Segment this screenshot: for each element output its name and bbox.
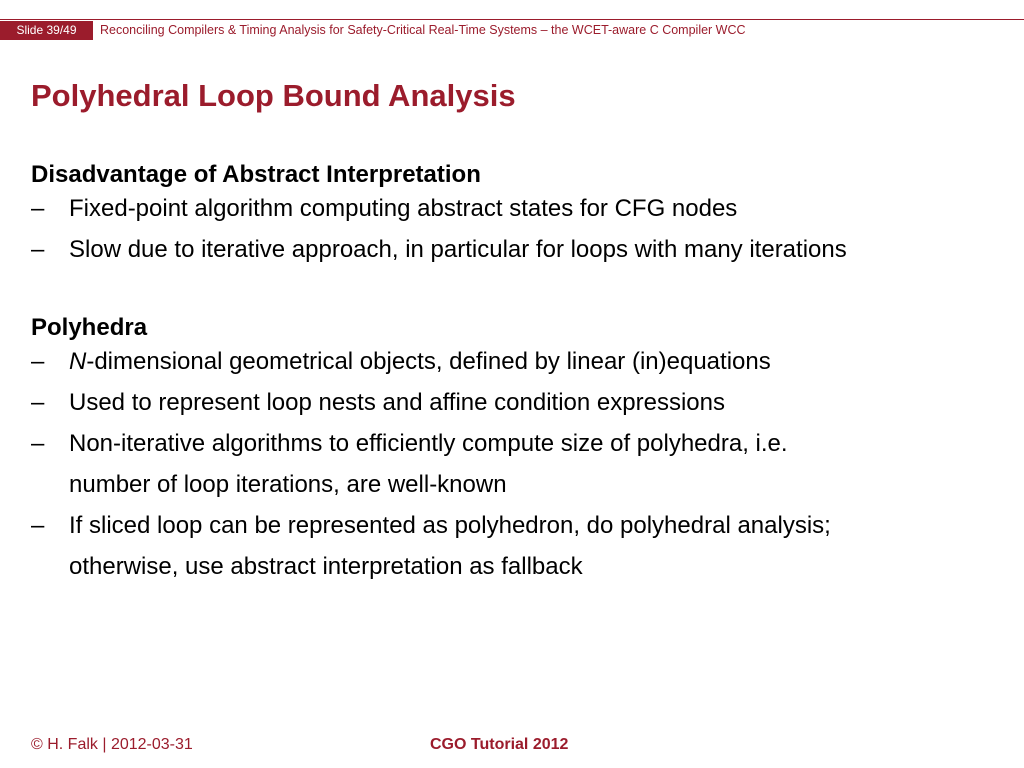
bullet-dash: – — [31, 236, 45, 263]
bullet-dash: – — [31, 389, 45, 416]
bullet-dash: – — [31, 348, 45, 375]
section-abstract-interpretation — [31, 160, 1001, 270]
bullet-list — [31, 341, 1001, 587]
footer-author-date: © H. Falk | 2012-03-31 — [31, 736, 193, 753]
list-item — [31, 229, 1001, 270]
bullet-list — [31, 188, 1001, 270]
list-item — [31, 382, 1001, 423]
slide-counter-badge: Slide 39/49 — [0, 21, 93, 40]
talk-title: Reconciling Compilers & Timing Analysis for Safety-Critical Real-Time Systems – the WCET-aware C Compiler WCC — [100, 23, 746, 37]
section-heading: Disadvantage of Abstract Interpretation — [31, 161, 481, 188]
section-polyhedra — [31, 313, 1001, 587]
bullet-text-line-2: otherwise, use abstract interpretation as fallback — [69, 553, 583, 580]
bullet-text-line-1: Non-iterative algorithms to efficiently compute size of polyhedra, i.e. — [69, 430, 788, 457]
footer-event: CGO Tutorial 2012 — [430, 736, 569, 753]
bullet-text: Fixed-point algorithm computing abstract states for CFG nodes — [69, 195, 738, 222]
bullet-text-line-1: If sliced loop can be represented as polyhedron, do polyhedral analysis; — [69, 512, 831, 539]
bullet-dash: – — [31, 430, 45, 457]
bullet-text: Slow due to iterative approach, in particular for loops with many iterations — [69, 236, 847, 263]
bullet-dash: – — [31, 195, 45, 222]
header-rule — [0, 19, 1024, 20]
bullet-text: Used to represent loop nests and affine condition expressions — [69, 389, 725, 416]
bullet-dash: – — [31, 512, 45, 539]
bullet-text-line-2: number of loop iterations, are well-known — [69, 471, 507, 498]
list-item — [31, 341, 1001, 382]
bullet-text-rest: -dimensional geometrical objects, defined by linear (in)equations — [86, 348, 771, 375]
section-heading: Polyhedra — [31, 314, 148, 341]
list-item — [31, 505, 1001, 587]
dimension-variable: N — [69, 348, 87, 375]
list-item — [31, 188, 1001, 229]
slide-title: Polyhedral Loop Bound Analysis — [31, 78, 516, 113]
list-item — [31, 423, 1001, 505]
bullet-text — [69, 341, 1001, 382]
